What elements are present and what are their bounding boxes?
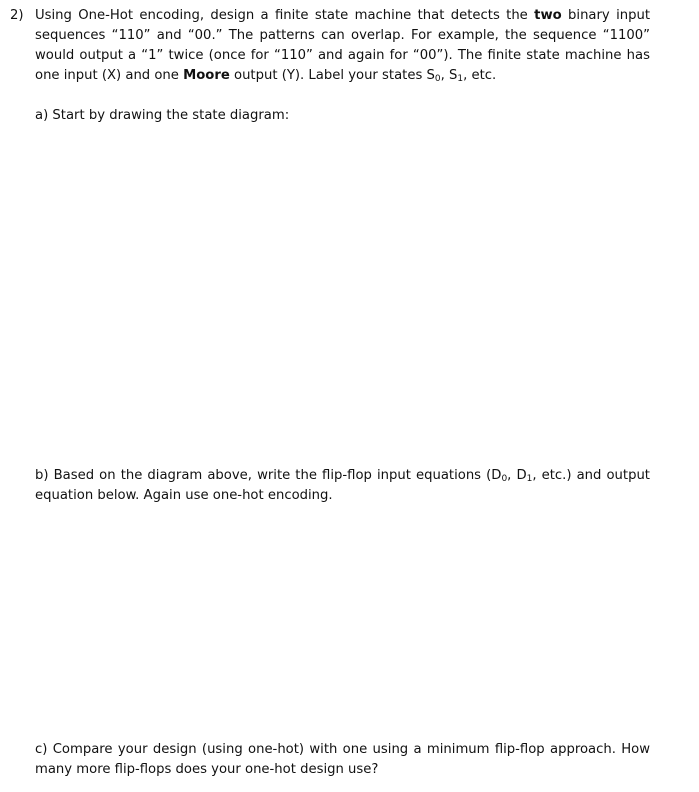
prompt-text-1: Using One-Hot encoding, design a finite state machine that detects the — [35, 8, 535, 23]
emphasis-moore: Moore — [183, 68, 230, 83]
part-a-text: a) Start by drawing the state diagram: — [35, 108, 290, 123]
question-prompt — [35, 6, 650, 86]
subscript-0: 0 — [434, 74, 441, 84]
prompt-text-2: binary input sequences “110” and “00.” The patterns can overlap. For example, the sequence “1100” would output a “1” twice (once for “110” and again for “00”). The finite state machine has one input (X) and one — [35, 8, 650, 83]
part-c-text: c) Compare your design (using one-hot) with one using a minimum flip-flop approach. How many more flip-flops does your one-hot design use? — [35, 742, 650, 777]
part-b-subscript-1: 1 — [526, 474, 533, 484]
subscript-1: 1 — [457, 74, 464, 84]
part-a-prompt — [35, 106, 650, 126]
question-2 — [10, 6, 650, 86]
part-c-prompt — [35, 740, 650, 780]
part-b-text-2: , D — [507, 468, 527, 483]
prompt-text-3: output (Y). Label your states S — [229, 68, 435, 83]
question-number: 2) — [10, 8, 24, 23]
prompt-text-4: , S — [440, 68, 458, 83]
part-b-prompt — [35, 466, 650, 506]
part-b-text-3: , etc.) and output equation below. Again use one-hot encoding. — [35, 468, 650, 503]
prompt-text-5: , etc. — [463, 68, 497, 83]
emphasis-two: two — [534, 8, 562, 23]
part-b-text-1: b) Based on the diagram above, write the flip-flop input equations (D — [35, 468, 502, 483]
part-b-subscript-0: 0 — [501, 474, 508, 484]
